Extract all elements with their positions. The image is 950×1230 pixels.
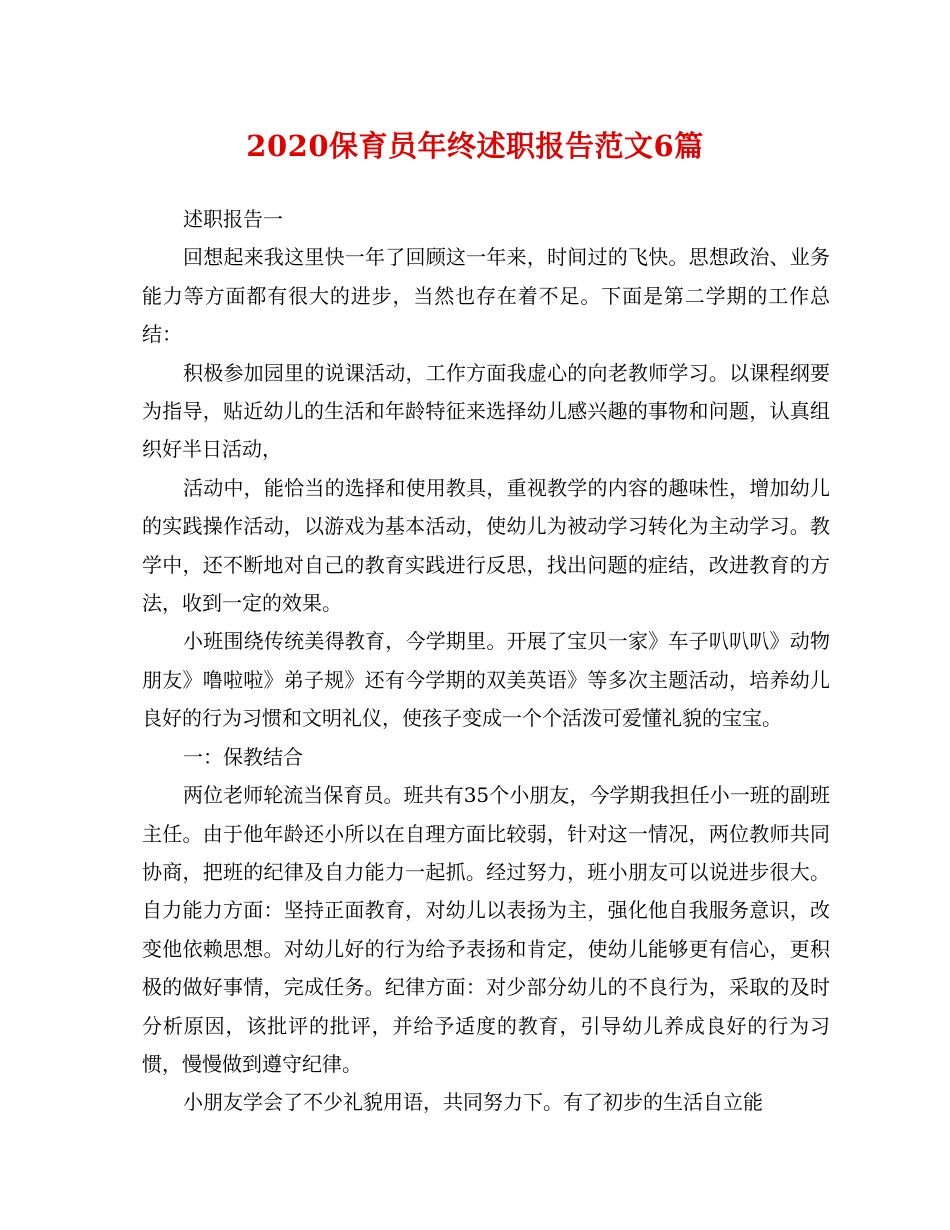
paragraph: 两位老师轮流当保育员。班共有35个小朋友，今学期我担任小一班的副班主任。由于他年龄还小所以在自理方面比较弱，针对这一情况，两位教师共同协商，把班的纪律及自力能力一起抓。经过努力，班小朋友可以说进步很大。自力能力方面：坚持正面教育，对幼儿以表扬为主，强化他自我服务意识，改变他依赖思想。对幼儿好的行为给予表扬和肯定，使幼儿能够更有信心，更积极的做好事情，完成任务。纪律方面：对少部分幼儿的不良行为，采取的及时分析原因，该批评的批评，并给予适度的教育，引导幼儿养成良好的行为习惯，慢慢做到遵守纪律。: [142, 783, 830, 1076]
document-title: 2020保育员年终述职报告范文6篇: [246, 129, 704, 163]
document-body: [142, 200, 830, 1122]
section-heading: 一：保教结合: [183, 744, 303, 769]
paragraph: 回想起来我这里快一年了回顾这一年来，时间过的飞快。思想政治、业务能力等方面都有很大的进步，当然也存在着不足。下面是第二学期的工作总结：: [142, 245, 830, 347]
paragraph: 小朋友学会了不少礼貌用语，共同努力下。有了初步的生活自立能: [183, 1090, 763, 1115]
paragraph: 活动中，能恰当的选择和使用教具，重视教学的内容的趣味性，增加幼儿的实践操作活动，以游戏为基本活动，使幼儿为被动学习转化为主动学习。教学中，还不断地对自己的教育实践进行反思，找出问题的症结，改进教育的方法，收到一定的效果。: [142, 475, 830, 616]
paragraph: 小班围绕传统美得教育，今学期里。开展了宝贝一家》车子叭叭叭》动物朋友》噜啦啦》弟子规》还有今学期的双美英语》等多次主题活动，培养幼儿良好的行为习惯和文明礼仪，使孩子变成一个个活泼可爱懂礼貌的宝宝。: [142, 629, 830, 731]
paragraph: 积极参加园里的说课活动，工作方面我虚心的向老教师学习。以课程纲要为指导，贴近幼儿的生活和年龄特征来选择幼儿感兴趣的事物和问题，认真组织好半日活动，: [142, 360, 830, 462]
paragraph-heading-report-one: 述职报告一: [183, 207, 283, 231]
